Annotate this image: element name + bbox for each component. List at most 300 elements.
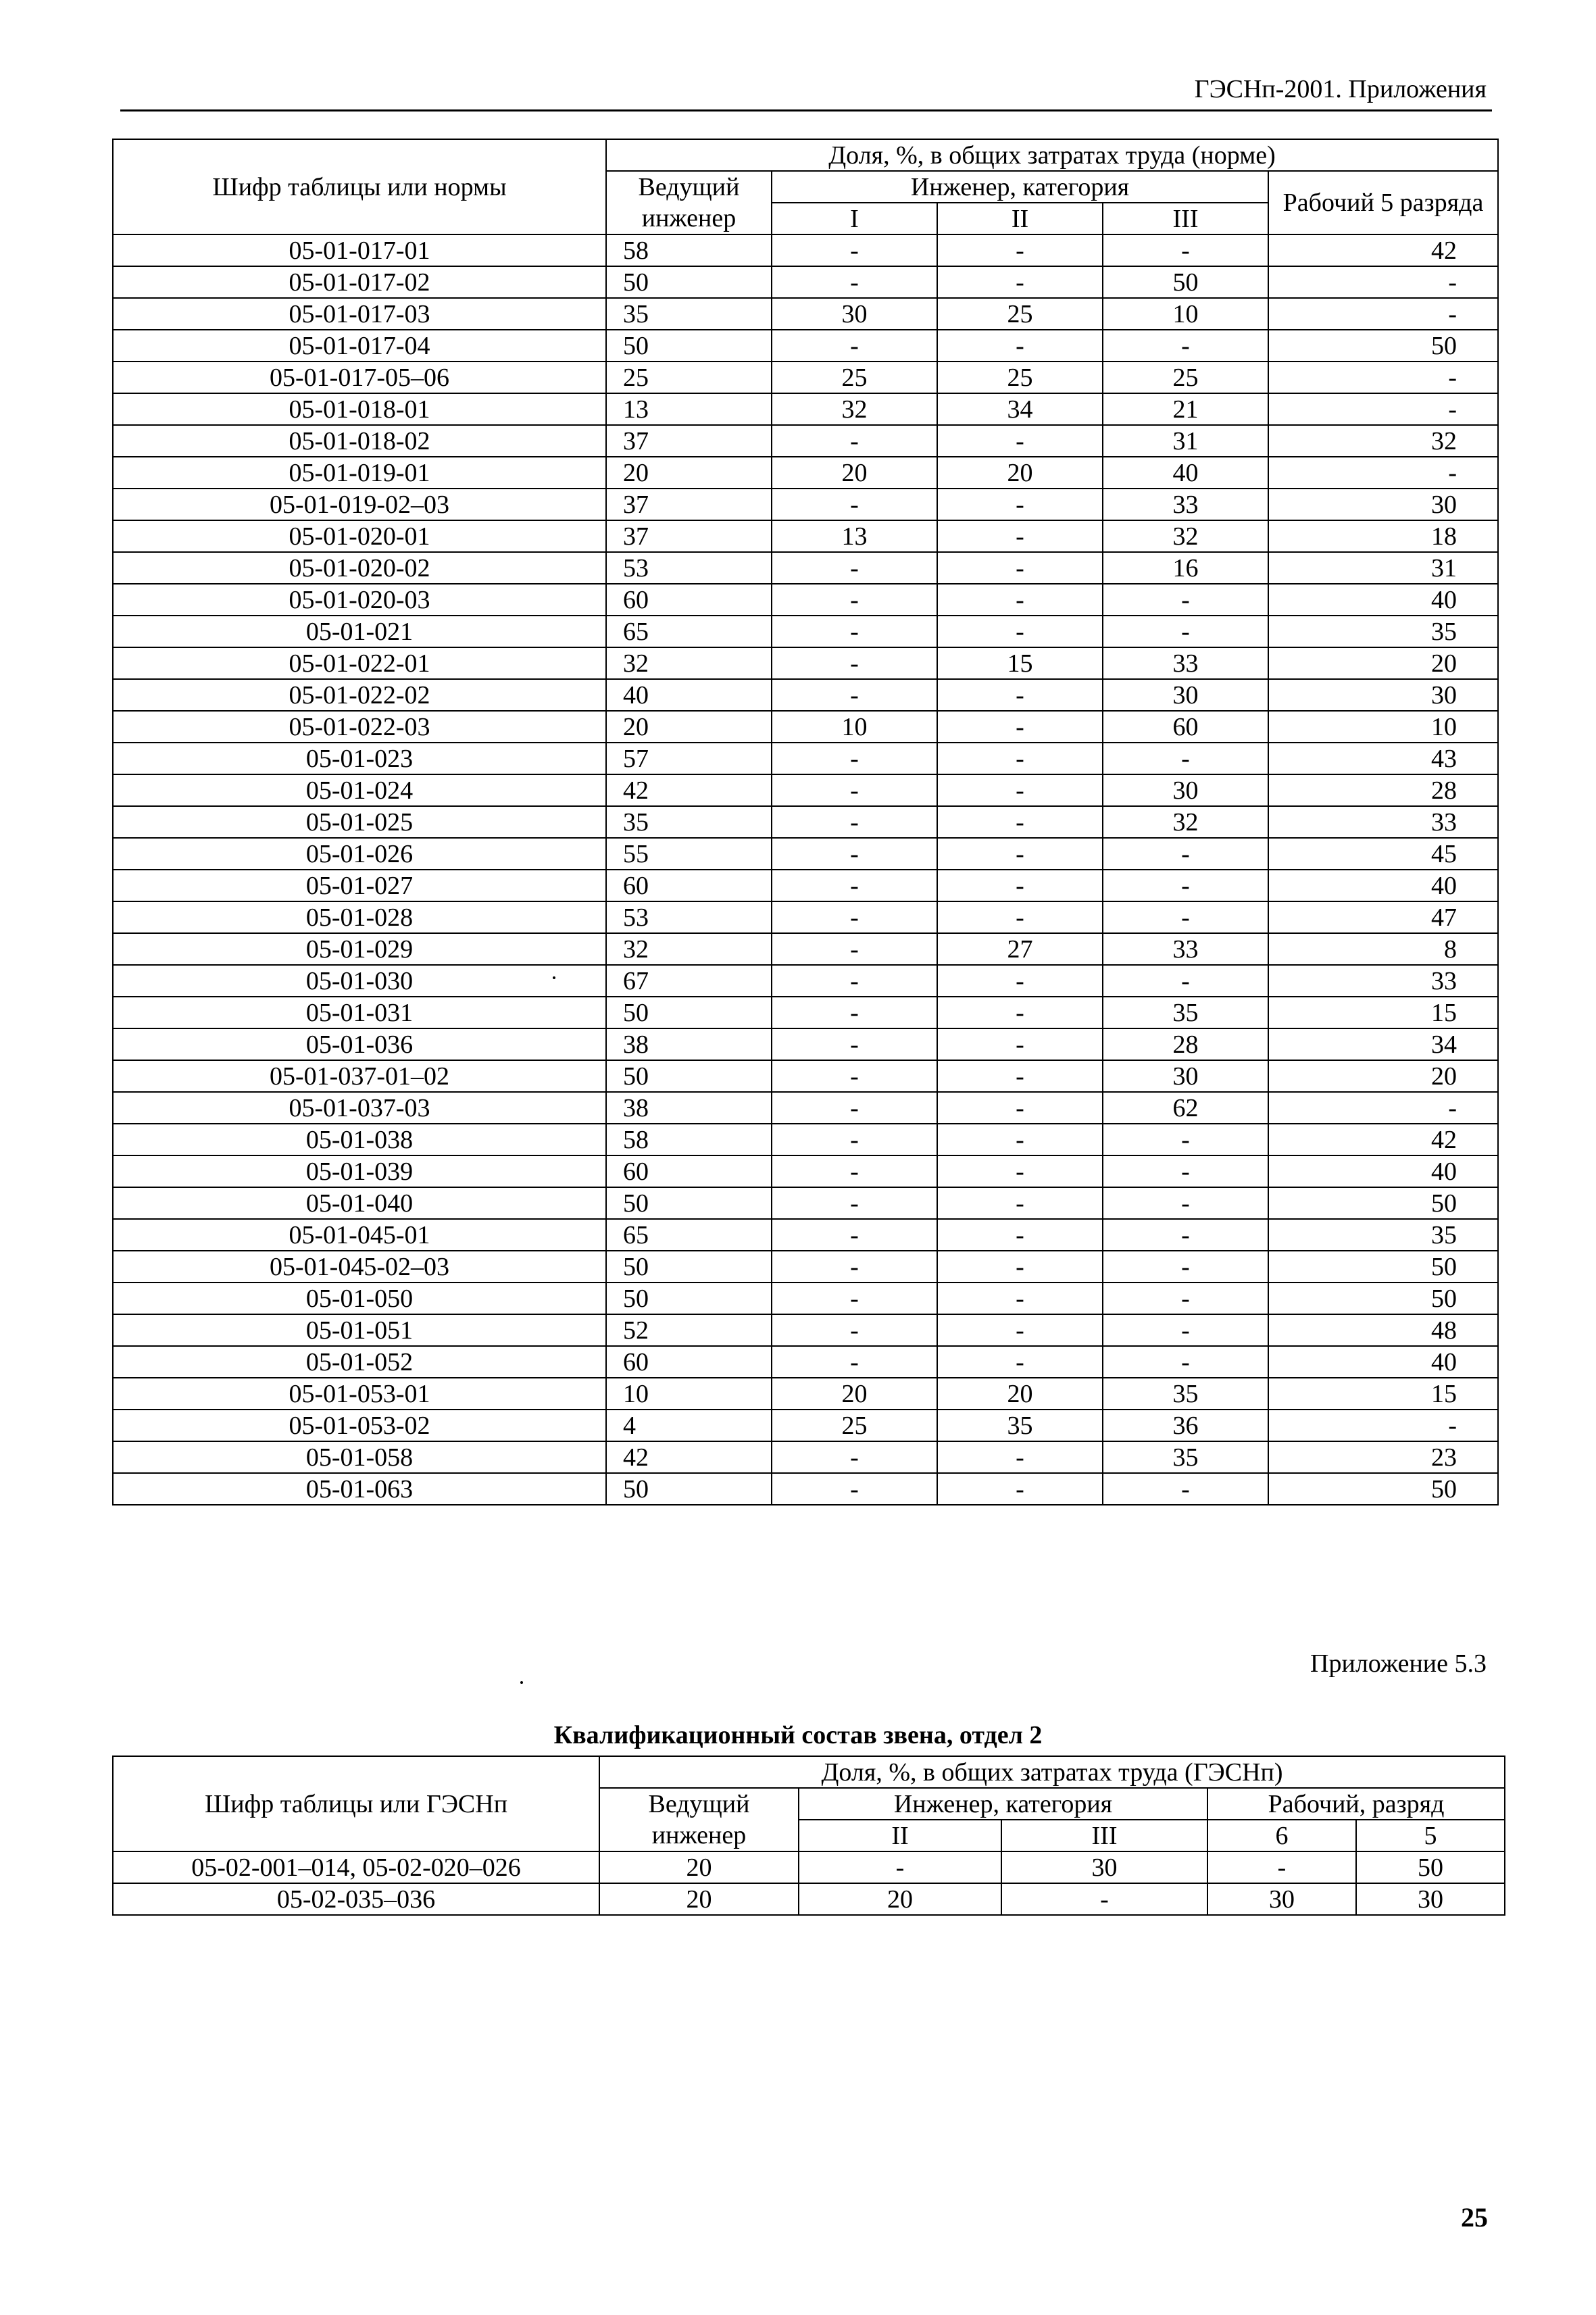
value-cell: 60: [606, 584, 772, 616]
value-cell: -: [937, 1314, 1103, 1346]
value-cell: 20: [799, 1883, 1001, 1915]
value-cell: -: [772, 774, 937, 806]
value-cell: -: [772, 584, 937, 616]
value-cell: 40: [1268, 870, 1498, 901]
value-cell: -: [1103, 584, 1268, 616]
value-cell: 25: [937, 362, 1103, 393]
value-cell: 50: [606, 266, 772, 298]
value-cell: -: [937, 1060, 1103, 1092]
value-cell: 43: [1268, 743, 1498, 774]
value-cell: -: [1103, 1346, 1268, 1378]
value-cell: 50: [1356, 1851, 1505, 1883]
value-cell: 50: [1268, 1187, 1498, 1219]
row-code-cell: 05-01-018-01: [113, 393, 606, 425]
value-cell: 35: [1103, 997, 1268, 1028]
value-cell: 35: [1103, 1378, 1268, 1410]
value-cell: 20: [1268, 1060, 1498, 1092]
row-code-cell: 05-01-053-02: [113, 1410, 606, 1441]
value-cell: 34: [1268, 1028, 1498, 1060]
value-cell: -: [1103, 1155, 1268, 1187]
row-code-cell: 05-01-025: [113, 806, 606, 838]
value-cell: 37: [606, 489, 772, 520]
table-row: [113, 1060, 1498, 1092]
table-row: [113, 1883, 1505, 1915]
value-cell: -: [772, 870, 937, 901]
row-code-cell: 05-01-031: [113, 997, 606, 1028]
value-cell: 8: [1268, 933, 1498, 965]
col-header-worker: Рабочий 5 разряда: [1268, 171, 1498, 234]
value-cell: -: [772, 616, 937, 647]
col-header-code: Шифр таблицы или ГЭСНп: [113, 1756, 599, 1851]
value-cell: 60: [606, 870, 772, 901]
value-cell: -: [772, 933, 937, 965]
value-cell: 4: [606, 1410, 772, 1441]
value-cell: 28: [1103, 1028, 1268, 1060]
value-cell: 35: [1268, 616, 1498, 647]
value-cell: 30: [1103, 774, 1268, 806]
value-cell: 58: [606, 234, 772, 266]
qualification-table-1: [112, 139, 1499, 1505]
value-cell: -: [1103, 870, 1268, 901]
value-cell: 42: [606, 774, 772, 806]
value-cell: 50: [606, 1251, 772, 1283]
value-cell: 35: [1268, 1219, 1498, 1251]
value-cell: -: [772, 1028, 937, 1060]
col-header-worker-grade: Рабочий, разряд: [1207, 1788, 1505, 1820]
row-code-cell: 05-01-039: [113, 1155, 606, 1187]
value-cell: 32: [1103, 520, 1268, 552]
value-cell: 20: [772, 1378, 937, 1410]
value-cell: -: [937, 616, 1103, 647]
value-cell: 33: [1103, 647, 1268, 679]
value-cell: -: [1268, 266, 1498, 298]
value-cell: 15: [937, 647, 1103, 679]
value-cell: 50: [606, 1473, 772, 1505]
scan-speck: [553, 976, 555, 979]
value-cell: 18: [1268, 520, 1498, 552]
table-row: [113, 1314, 1498, 1346]
value-cell: 20: [937, 457, 1103, 489]
value-cell: -: [937, 1092, 1103, 1124]
value-cell: 30: [1268, 489, 1498, 520]
value-cell: 35: [937, 1410, 1103, 1441]
value-cell: 60: [1103, 711, 1268, 743]
table-row: [113, 1124, 1498, 1155]
value-cell: 15: [1268, 1378, 1498, 1410]
row-code-cell: 05-01-037-03: [113, 1092, 606, 1124]
appendix-label: Приложение 5.3: [1310, 1649, 1487, 1678]
table-row: [113, 1346, 1498, 1378]
table-row: [113, 774, 1498, 806]
table-row: [113, 901, 1498, 933]
row-code-cell: 05-01-017-05–06: [113, 362, 606, 393]
value-cell: -: [937, 1124, 1103, 1155]
value-cell: 35: [606, 298, 772, 330]
value-cell: 40: [1268, 1346, 1498, 1378]
value-cell: 10: [1103, 298, 1268, 330]
row-code-cell: 05-01-038: [113, 1124, 606, 1155]
value-cell: 47: [1268, 901, 1498, 933]
value-cell: -: [772, 1251, 937, 1283]
value-cell: 62: [1103, 1092, 1268, 1124]
table-row: [113, 806, 1498, 838]
value-cell: -: [772, 1219, 937, 1251]
value-cell: 38: [606, 1028, 772, 1060]
value-cell: -: [772, 743, 937, 774]
value-cell: -: [772, 330, 937, 362]
value-cell: 23: [1268, 1441, 1498, 1473]
value-cell: -: [937, 965, 1103, 997]
value-cell: -: [937, 330, 1103, 362]
value-cell: 30: [1268, 679, 1498, 711]
value-cell: -: [1103, 1187, 1268, 1219]
value-cell: 50: [606, 997, 772, 1028]
row-code-cell: 05-01-063: [113, 1473, 606, 1505]
row-code-cell: 05-01-019-01: [113, 457, 606, 489]
value-cell: 53: [606, 552, 772, 584]
col-header-lead-engineer: Ведущий инженер: [606, 171, 772, 234]
value-cell: 45: [1268, 838, 1498, 870]
row-code-cell: 05-01-020-01: [113, 520, 606, 552]
value-cell: 67: [606, 965, 772, 997]
value-cell: 40: [1268, 1155, 1498, 1187]
value-cell: 33: [1268, 806, 1498, 838]
value-cell: -: [1103, 743, 1268, 774]
row-code-cell: 05-01-029: [113, 933, 606, 965]
value-cell: 38: [606, 1092, 772, 1124]
value-cell: 42: [1268, 234, 1498, 266]
value-cell: 65: [606, 616, 772, 647]
value-cell: -: [772, 1092, 937, 1124]
row-code-cell: 05-01-045-01: [113, 1219, 606, 1251]
value-cell: 20: [606, 457, 772, 489]
value-cell: 10: [772, 711, 937, 743]
row-code-cell: 05-01-058: [113, 1441, 606, 1473]
value-cell: 50: [1103, 266, 1268, 298]
table-row: [113, 743, 1498, 774]
value-cell: -: [937, 774, 1103, 806]
header-rule: [120, 109, 1492, 111]
value-cell: 30: [1356, 1883, 1505, 1915]
value-cell: 35: [1103, 1441, 1268, 1473]
value-cell: -: [1268, 393, 1498, 425]
row-code-cell: 05-01-028: [113, 901, 606, 933]
value-cell: 58: [606, 1124, 772, 1155]
table-row: [113, 234, 1498, 266]
value-cell: 25: [606, 362, 772, 393]
value-cell: 48: [1268, 1314, 1498, 1346]
col-header-lead-engineer: Ведущий инженер: [599, 1788, 799, 1851]
table-1-body: [113, 234, 1498, 1505]
value-cell: -: [772, 806, 937, 838]
value-cell: 31: [1103, 425, 1268, 457]
table-row: [113, 933, 1498, 965]
scan-speck: [520, 1681, 523, 1684]
table-row: [113, 520, 1498, 552]
table-row: [113, 1473, 1498, 1505]
table-row: [113, 298, 1498, 330]
table-row: [113, 330, 1498, 362]
value-cell: -: [937, 1028, 1103, 1060]
value-cell: 50: [606, 1283, 772, 1314]
table-row: [113, 1155, 1498, 1187]
row-code-cell: 05-01-020-03: [113, 584, 606, 616]
value-cell: -: [772, 965, 937, 997]
value-cell: 20: [772, 457, 937, 489]
col-header-cat-3: III: [1001, 1820, 1207, 1851]
value-cell: 30: [1001, 1851, 1207, 1883]
value-cell: 15: [1268, 997, 1498, 1028]
value-cell: -: [937, 838, 1103, 870]
table-row: [113, 552, 1498, 584]
value-cell: -: [772, 425, 937, 457]
value-cell: -: [937, 1251, 1103, 1283]
value-cell: 42: [1268, 1124, 1498, 1155]
value-cell: 33: [1103, 933, 1268, 965]
running-header: ГЭСНп-2001. Приложения: [1194, 75, 1487, 103]
value-cell: 20: [937, 1378, 1103, 1410]
col-header-share: Доля, %, в общих затратах труда (норме): [606, 139, 1498, 171]
row-code-cell: 05-01-050: [113, 1283, 606, 1314]
value-cell: -: [1268, 457, 1498, 489]
value-cell: 53: [606, 901, 772, 933]
value-cell: 60: [606, 1155, 772, 1187]
table-row: [113, 965, 1498, 997]
value-cell: 25: [772, 1410, 937, 1441]
value-cell: 50: [606, 330, 772, 362]
value-cell: -: [937, 1155, 1103, 1187]
value-cell: 13: [606, 393, 772, 425]
col-header-cat-2: II: [799, 1820, 1001, 1851]
table-row: [113, 1028, 1498, 1060]
value-cell: 16: [1103, 552, 1268, 584]
value-cell: -: [937, 489, 1103, 520]
value-cell: -: [772, 1187, 937, 1219]
value-cell: -: [937, 1219, 1103, 1251]
table-row: [113, 266, 1498, 298]
col-header-engineer-category: Инженер, категория: [799, 1788, 1207, 1820]
row-code-cell: 05-01-052: [113, 1346, 606, 1378]
value-cell: 21: [1103, 393, 1268, 425]
value-cell: -: [1001, 1883, 1207, 1915]
value-cell: 25: [1103, 362, 1268, 393]
value-cell: -: [937, 552, 1103, 584]
value-cell: -: [772, 997, 937, 1028]
row-code-cell: 05-01-022-02: [113, 679, 606, 711]
value-cell: -: [937, 425, 1103, 457]
value-cell: 50: [1268, 330, 1498, 362]
value-cell: -: [937, 1441, 1103, 1473]
value-cell: 50: [1268, 1283, 1498, 1314]
row-code-cell: 05-01-037-01–02: [113, 1060, 606, 1092]
table-row: [113, 1092, 1498, 1124]
value-cell: 40: [1103, 457, 1268, 489]
value-cell: 34: [937, 393, 1103, 425]
value-cell: -: [1268, 1092, 1498, 1124]
table-row: [113, 1283, 1498, 1314]
row-code-cell: 05-01-045-02–03: [113, 1251, 606, 1283]
value-cell: -: [1103, 616, 1268, 647]
value-cell: -: [1103, 1314, 1268, 1346]
row-code-cell: 05-01-022-01: [113, 647, 606, 679]
value-cell: -: [772, 1124, 937, 1155]
value-cell: -: [1268, 362, 1498, 393]
value-cell: -: [937, 679, 1103, 711]
row-code-cell: 05-01-017-01: [113, 234, 606, 266]
table-row: [113, 1187, 1498, 1219]
value-cell: 30: [772, 298, 937, 330]
value-cell: 65: [606, 1219, 772, 1251]
table-row: [113, 1441, 1498, 1473]
row-code-cell: 05-01-023: [113, 743, 606, 774]
value-cell: 25: [937, 298, 1103, 330]
row-code-cell: 05-01-053-01: [113, 1378, 606, 1410]
value-cell: -: [1103, 1124, 1268, 1155]
value-cell: 20: [1268, 647, 1498, 679]
value-cell: -: [937, 711, 1103, 743]
table-row: [113, 1219, 1498, 1251]
value-cell: -: [772, 838, 937, 870]
value-cell: -: [937, 870, 1103, 901]
table-row: [113, 616, 1498, 647]
row-code-cell: 05-01-040: [113, 1187, 606, 1219]
value-cell: 32: [1268, 425, 1498, 457]
value-cell: 30: [1207, 1883, 1356, 1915]
value-cell: -: [1103, 901, 1268, 933]
table-row: [113, 362, 1498, 393]
row-code-cell: 05-01-017-03: [113, 298, 606, 330]
value-cell: -: [1103, 838, 1268, 870]
value-cell: 20: [599, 1883, 799, 1915]
value-cell: -: [772, 266, 937, 298]
value-cell: -: [799, 1851, 1001, 1883]
table-row: [113, 489, 1498, 520]
value-cell: 28: [1268, 774, 1498, 806]
row-code-cell: 05-01-022-03: [113, 711, 606, 743]
col-header-share: Доля, %, в общих затратах труда (ГЭСНп): [599, 1756, 1505, 1788]
value-cell: -: [1268, 1410, 1498, 1441]
table-row: [113, 997, 1498, 1028]
value-cell: -: [772, 1314, 937, 1346]
value-cell: -: [1207, 1851, 1356, 1883]
row-code-cell: 05-01-024: [113, 774, 606, 806]
value-cell: 10: [1268, 711, 1498, 743]
row-code-cell: 05-01-019-02–03: [113, 489, 606, 520]
value-cell: 20: [606, 711, 772, 743]
value-cell: 33: [1103, 489, 1268, 520]
row-code-cell: 05-01-018-02: [113, 425, 606, 457]
value-cell: 42: [606, 1441, 772, 1473]
table-row: [113, 711, 1498, 743]
table-row: [113, 647, 1498, 679]
table-row: [113, 1410, 1498, 1441]
value-cell: 32: [606, 933, 772, 965]
value-cell: -: [1103, 1251, 1268, 1283]
row-code-cell: 05-01-020-02: [113, 552, 606, 584]
value-cell: -: [937, 1283, 1103, 1314]
value-cell: 37: [606, 520, 772, 552]
value-cell: -: [772, 901, 937, 933]
table-row: [113, 870, 1498, 901]
value-cell: 10: [606, 1378, 772, 1410]
value-cell: -: [1103, 1473, 1268, 1505]
value-cell: -: [937, 520, 1103, 552]
row-code-cell: 05-01-030: [113, 965, 606, 997]
row-code-cell: 05-01-026: [113, 838, 606, 870]
value-cell: 50: [606, 1187, 772, 1219]
table-2-body: [113, 1851, 1505, 1915]
value-cell: 13: [772, 520, 937, 552]
value-cell: -: [937, 1187, 1103, 1219]
value-cell: -: [772, 1060, 937, 1092]
value-cell: 32: [606, 647, 772, 679]
value-cell: 36: [1103, 1410, 1268, 1441]
col-header-cat-3: III: [1103, 203, 1268, 234]
row-code-cell: 05-02-001–014, 05-02-020–026: [113, 1851, 599, 1883]
value-cell: 20: [599, 1851, 799, 1883]
value-cell: -: [937, 234, 1103, 266]
table-row: [113, 1251, 1498, 1283]
value-cell: 32: [1103, 806, 1268, 838]
value-cell: 37: [606, 425, 772, 457]
value-cell: -: [772, 1155, 937, 1187]
value-cell: -: [937, 1346, 1103, 1378]
col-header-code: Шифр таблицы или нормы: [113, 139, 606, 234]
value-cell: 57: [606, 743, 772, 774]
row-code-cell: 05-01-036: [113, 1028, 606, 1060]
qualification-table-2: [112, 1756, 1505, 1916]
value-cell: -: [937, 1473, 1103, 1505]
value-cell: 60: [606, 1346, 772, 1378]
col-header-grade-5: 5: [1356, 1820, 1505, 1851]
row-code-cell: 05-01-027: [113, 870, 606, 901]
value-cell: 31: [1268, 552, 1498, 584]
row-code-cell: 05-01-017-02: [113, 266, 606, 298]
value-cell: 25: [772, 362, 937, 393]
value-cell: 27: [937, 933, 1103, 965]
col-header-grade-6: 6: [1207, 1820, 1356, 1851]
value-cell: 40: [606, 679, 772, 711]
row-code-cell: 05-01-051: [113, 1314, 606, 1346]
page-number: 25: [1461, 2202, 1488, 2233]
value-cell: 35: [606, 806, 772, 838]
value-cell: 50: [606, 1060, 772, 1092]
value-cell: -: [772, 1441, 937, 1473]
table-row: [113, 393, 1498, 425]
value-cell: 50: [1268, 1251, 1498, 1283]
value-cell: 55: [606, 838, 772, 870]
table-row: [113, 457, 1498, 489]
value-cell: -: [937, 806, 1103, 838]
table-row: [113, 679, 1498, 711]
table-row: [113, 1851, 1505, 1883]
value-cell: -: [937, 584, 1103, 616]
value-cell: -: [937, 901, 1103, 933]
value-cell: -: [1103, 1219, 1268, 1251]
value-cell: -: [1103, 965, 1268, 997]
value-cell: 32: [772, 393, 937, 425]
col-header-engineer-category: Инженер, категория: [772, 171, 1268, 203]
value-cell: 50: [1268, 1473, 1498, 1505]
value-cell: -: [937, 743, 1103, 774]
table-row: [113, 584, 1498, 616]
col-header-cat-2: II: [937, 203, 1103, 234]
col-header-cat-1: I: [772, 203, 937, 234]
value-cell: -: [772, 1283, 937, 1314]
value-cell: -: [772, 647, 937, 679]
value-cell: -: [772, 489, 937, 520]
value-cell: 30: [1103, 679, 1268, 711]
